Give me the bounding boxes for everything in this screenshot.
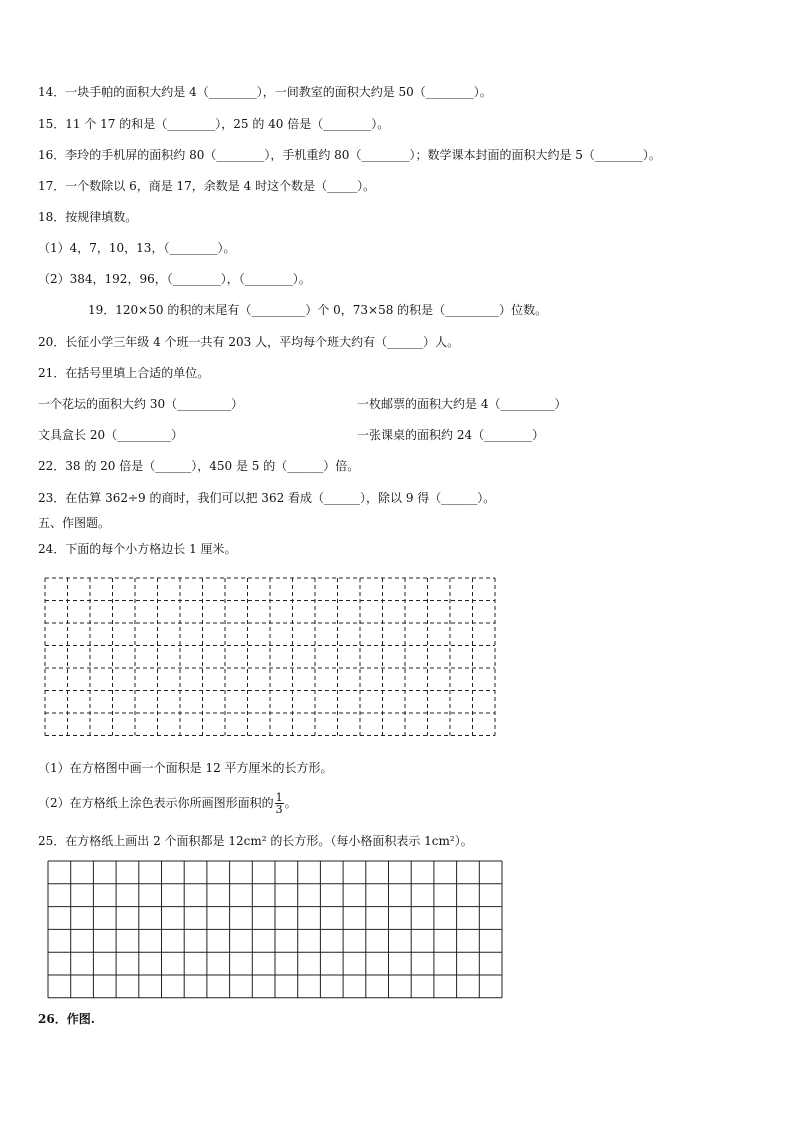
question-24-part-2 [38,786,297,820]
question-16: 16．李玲的手机屏的面积约 80（________），手机重约 80（________）；数学课本封面的面积大约是 5（________）。 [38,148,661,162]
one-third-fraction [275,792,284,815]
question-18-part-1: （1）4，7，10，13，（________）。 [38,241,236,255]
question-17: 17．一个数除以 6，商是 17，余数是 4 时这个数是（_____）。 [38,179,376,193]
question-21-item-d: 一张课桌的面积约 24（________） [357,428,545,442]
question-24-part-2-end: 。 [284,796,297,810]
question-25: 25．在方格纸上画出 2 个面积都是 12cm² 的长方形。（每小格面积表示 1cm²）。 [38,834,473,848]
question-21-item-a: 一个花坛的面积大约 30（_________） [38,397,244,411]
question-18-part-2: （2）384，192，96，（________），（________）。 [38,272,311,286]
question-21-item-b: 一枚邮票的面积大约是 4（_________） [357,397,567,411]
question-19: 19．120×50 的积的末尾有（_________）个 0，73×58 的积是（_________）位数。 [88,303,548,317]
question-22: 22．38 的 20 倍是（______），450 是 5 的（______）倍。 [38,459,360,473]
question-24: 24．下面的每个小方格边长 1 厘米。 [38,542,237,556]
fraction-denominator: 3 [275,803,283,816]
question-26: 26．作图. [38,1012,95,1026]
question-23: 23．在估算 362÷9 的商时，我们可以把 362 看成（______），除以 9 得（______）。 [38,491,496,505]
section-5-heading: 五、作图题。 [38,516,111,530]
solid-grid [47,860,503,999]
fraction-numerator: 1 [275,791,283,804]
question-24-part-1: （1）在方格图中画一个面积是 12 平方厘米的长方形。 [38,761,333,775]
dashed-grid [44,577,498,737]
question-15: 15．11 个 17 的和是（________），25 的 40 倍是（________）。 [38,117,390,131]
question-14: 14．一块手帕的面积大约是 4（________），一间教室的面积大约是 50（________）。 [38,85,492,99]
question-20: 20．长征小学三年级 4 个班一共有 203 人，平均每个班大约有（______）人。 [38,335,460,349]
question-21-item-c: 文具盒长 20（_________） [38,428,184,442]
question-24-part-2-text: （2）在方格纸上涂色表示你所画图形面积的 [38,796,274,810]
question-21: 21．在括号里填上合适的单位。 [38,366,210,380]
question-18: 18．按规律填数。 [38,210,138,224]
